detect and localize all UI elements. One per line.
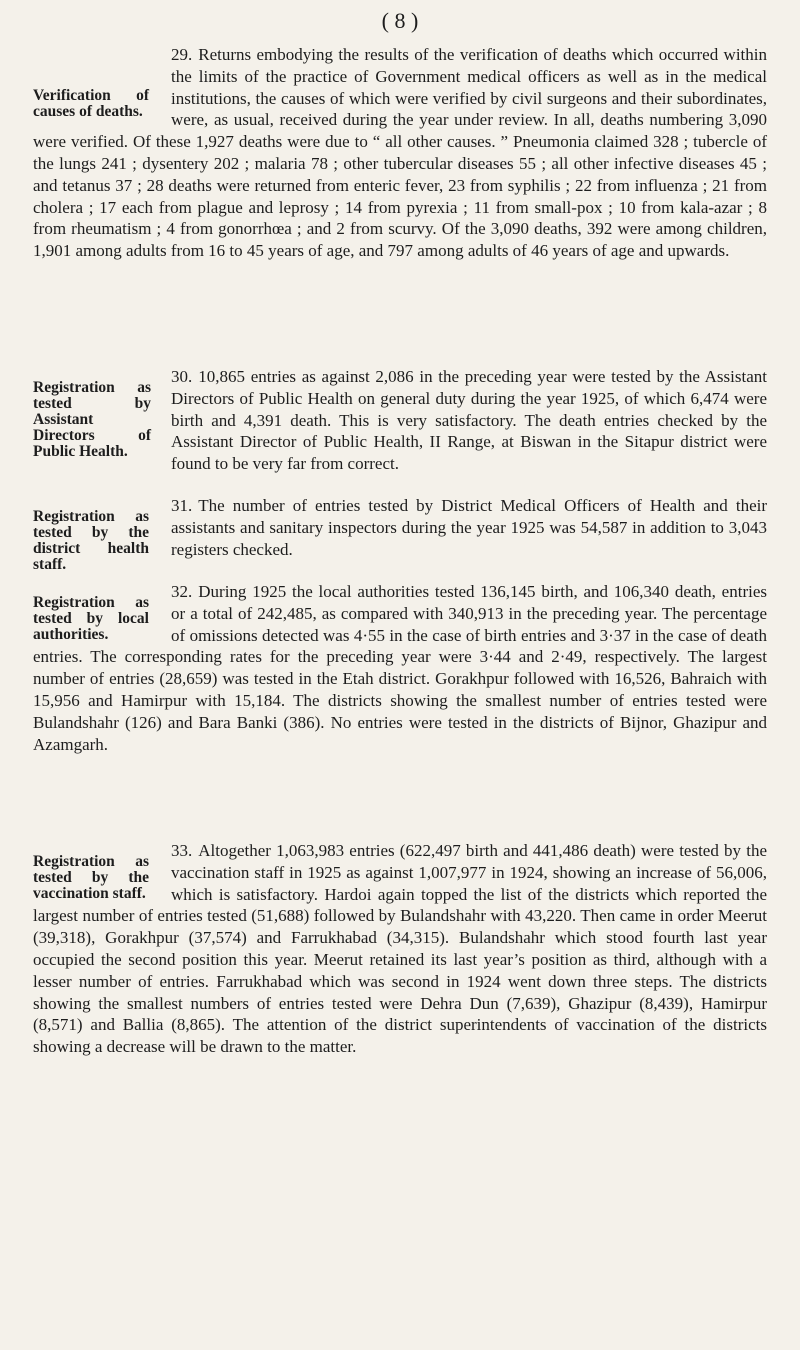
paragraph-number: 33.: [171, 841, 193, 860]
paragraph-number: 31.: [171, 496, 193, 515]
paragraph-30: [33, 366, 767, 475]
paragraph-text: The number of entries tested by District Medical Officers of Health and their assistants and sanitary inspectors during the year 1925 was 54,587 in addition to 3,043 registers checked.: [171, 496, 767, 559]
margin-note: Registration as tested by Assistant Directors of Public Health.: [33, 379, 151, 460]
paragraph-text: Altogether 1,063,983 entries (622,497 birth and 441,486 death) were tested by the vaccination staff in 1925 as against 1,007,977 in 1924, showing an increase of 56,006, which is satisfactory. Hardoi again topped the list of the districts which reported the largest number of entries tested (51,688) followed by Bulandshahr with 43,220. Then came in order Meerut (39,318), Gorakhpur (37,574) and Farrukhabad (34,315). Bulandshahr which stood fourth last year occupied the second position this year. Meerut retained its last year’s position as third, although with a lesser number of entries. Farrukhabad which was second in 1924 went down three steps. The districts showing the smallest numbers of entries tested were Dehra Dun (7,639), Ghazipur (8,439), Hamirpur (8,571) and Ballia (8,865). The attention of the district superintendents of vaccination of the districts showing a decrease will be drawn to the matter.: [33, 841, 767, 1057]
paragraph-31: [33, 495, 767, 573]
page-number: ( 8 ): [381, 8, 419, 33]
paragraph-33: [33, 840, 767, 1058]
paragraph-32: [33, 581, 767, 755]
paragraph-number: 32.: [171, 582, 193, 601]
paragraph-number: 30.: [171, 367, 193, 386]
margin-note: Registration as tested by the vaccination staff.: [33, 853, 149, 902]
paragraph-text: During 1925 the local authorities tested 136,145 birth, and 106,340 death, entries or a total of 242,485, as compared with 340,913 in the preceding year. The percentage of omissions detected was 4·55 in the case of birth entries and 3·37 in the case of death entries. The corresponding rates for the preceding year were 3·44 and 2·49, respectively. The largest number of entries (28,659) was tested in the Etah district. Gorakhpur followed with 16,526, Bahraich with 15,956 and Hamirpur with 15,184. The districts showing the smallest number of entries tested were Bulandshahr (126) and Bara Banki (386). No entries were tested in the districts of Bijnor, Ghazipur and Azamgarh.: [33, 582, 767, 754]
margin-note: Registration as tested by the district health staff.: [33, 508, 149, 573]
paragraph-number: 29.: [171, 45, 193, 64]
paragraph-text: 10,865 entries as against 2,086 in the preceding year were tested by the Assistant Directors of Public Health on general duty during the year 1925, of which 6,474 were birth and 4,391 death. This is very satisfactory. The death entries checked by the Assistant Director of Public Health, II Range, at Biswan in the Sitapur district were found to be very far from correct.: [171, 367, 767, 474]
paragraph-text: Returns embodying the results of the verification of deaths which occurred within the limits of the practice of Government medical officers as well as in the medical institutions, the causes of which were verified by civil surgeons and their subordinates, were, as usual, received during the year under review. In all, deaths numbering 3,090 were verified. Of these 1,927 deaths were due to “ all other causes. ” Pneumonia claimed 328 ; tubercle of the lungs 241 ; dysentery 202 ; malaria 78 ; other tubercular diseases 55 ; all other infective diseases 45 ; and tetanus 37 ; 28 deaths were returned from enteric fever, 23 from syphilis ; 22 from influenza ; 21 from cholera ; 17 each from plague and leprosy ; 14 from pyrexia ; 11 from small-pox ; 10 from kala-azar ; 8 from rheumatism ; 4 from gonorrhœa ; and 2 from scurvy. Of the 3,090 deaths, 392 were among children, 1,901 among adults from 16 to 45 years of age, and 797 among adults of 46 years of age and upwards.: [33, 45, 767, 261]
margin-note: Verification of causes of deaths.: [33, 87, 149, 120]
margin-note: Registration as tested by local authorities.: [33, 594, 149, 643]
paragraph-29: [33, 44, 767, 262]
